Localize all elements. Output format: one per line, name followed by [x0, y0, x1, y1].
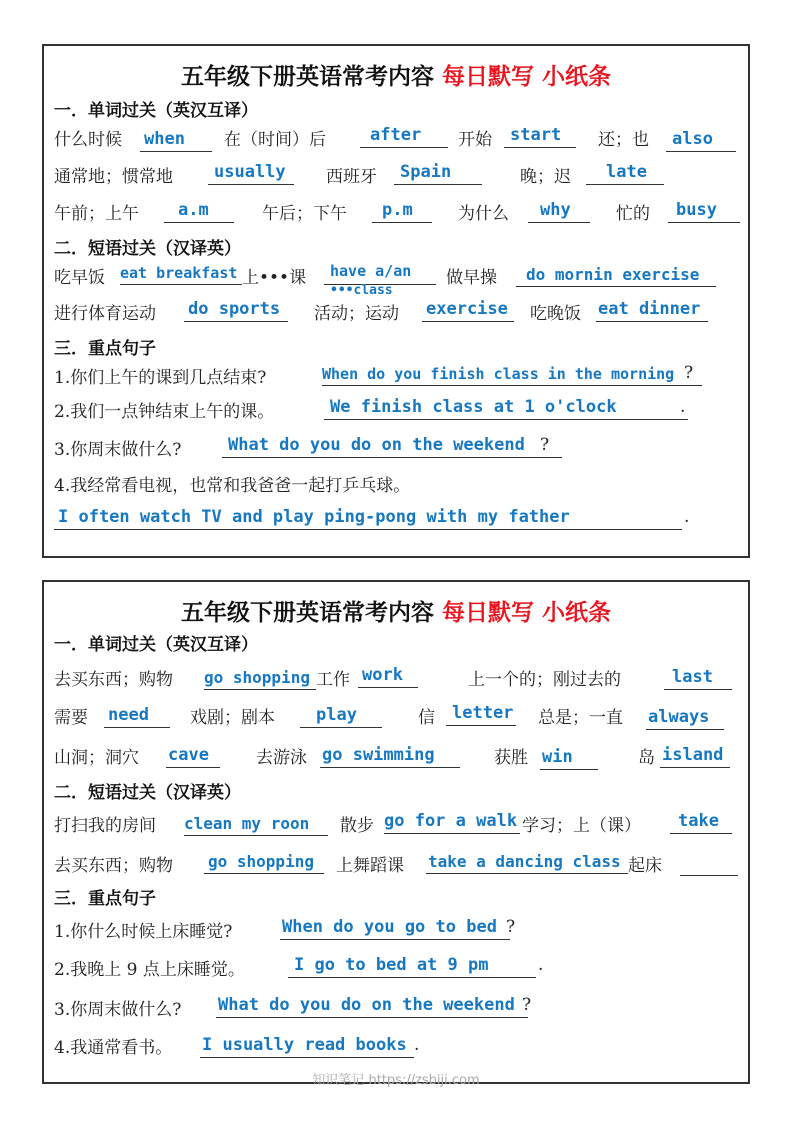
- answer-blank[interactable]: [504, 126, 576, 148]
- answer-blank[interactable]: [322, 364, 702, 386]
- sentence-cn: 3.你周末做什么?: [54, 1000, 182, 1020]
- answer-blank[interactable]: [280, 917, 516, 940]
- word-cn: 午前；上午: [54, 204, 139, 224]
- answer-blank[interactable]: [204, 852, 324, 874]
- answer-blank[interactable]: [166, 746, 220, 768]
- answer-text: when: [144, 129, 185, 149]
- phrase-cn: 吃晚饭: [530, 304, 581, 324]
- answer-text: do sports: [188, 299, 281, 319]
- phrase-cn: 进行体育运动: [54, 304, 156, 324]
- title-main: 五年级下册英语常考内容: [180, 600, 434, 626]
- phrase-cn: 上•••课: [242, 268, 307, 288]
- title-highlight: 每日默写 小纸条: [442, 64, 612, 90]
- answer-text: letter: [452, 703, 514, 723]
- title-main: 五年级下册英语常考内容: [180, 64, 434, 90]
- card-title: [44, 58, 748, 91]
- phrase-cn: 学习；上（课）: [522, 816, 641, 836]
- answer-blank[interactable]: [680, 854, 738, 876]
- word-cn: 还；也: [598, 130, 649, 150]
- sentence-cn: 3.你周末做什么?: [54, 440, 182, 460]
- answer-blank[interactable]: [184, 300, 288, 322]
- answer-blank[interactable]: [200, 1035, 420, 1058]
- section-heading-words: 一．单词过关（英汉互译）: [54, 635, 258, 655]
- answer-text: do mornin exercise: [526, 265, 700, 284]
- answer-text: why: [540, 200, 571, 220]
- word-cn: 总是；一直: [538, 708, 623, 728]
- answer-blank[interactable]: [184, 814, 328, 836]
- end-punct: .: [414, 1035, 420, 1055]
- word-cn: 获胜: [494, 748, 528, 768]
- answer-text: busy: [676, 200, 717, 220]
- word-cn: 忙的: [616, 204, 650, 224]
- word-cn: 山洞；洞穴: [54, 748, 139, 768]
- answer-text: always: [648, 707, 710, 727]
- answer-text: have a/an: [330, 262, 412, 280]
- phrase-cn: 散步: [340, 816, 374, 836]
- phrase-cn: 起床: [628, 856, 662, 876]
- word-cn: 在（时间）后: [224, 130, 326, 150]
- answer-text: When do you go to bed: [282, 917, 497, 937]
- answer-blank[interactable]: [446, 704, 516, 726]
- answer-text: go for a walk: [384, 811, 518, 831]
- answer-text: p.m: [382, 200, 413, 220]
- word-cn: 需要: [54, 708, 88, 728]
- answer-blank[interactable]: [646, 708, 724, 730]
- answer-blank[interactable]: [222, 436, 562, 458]
- answer-text: a.m: [178, 200, 209, 220]
- answer-text: work: [362, 665, 403, 685]
- end-punct: ?: [684, 363, 694, 383]
- answer-text: start: [510, 125, 562, 145]
- answer-blank[interactable]: [668, 201, 740, 223]
- phrase-cn: 做早操: [446, 268, 497, 288]
- phrase-cn: 打扫我的房间: [54, 816, 156, 836]
- word-cn: 上一个的；刚过去的: [468, 670, 621, 690]
- sentence-cn: 2.我们一点钟结束上午的课。: [54, 402, 275, 422]
- answer-text: take a dancing class: [428, 852, 621, 871]
- answer-blank[interactable]: [140, 130, 212, 152]
- answer-blank[interactable]: [372, 201, 432, 223]
- dictation-card-2: [42, 580, 750, 1084]
- dictation-card-1: [42, 44, 750, 558]
- answer-text: Spain: [400, 162, 452, 182]
- end-punct: ?: [506, 917, 516, 937]
- answer-text: When do you finish class in the morning: [322, 365, 675, 383]
- answer-blank[interactable]: [596, 300, 708, 322]
- answer-blank[interactable]: [104, 706, 170, 728]
- end-punct: ?: [540, 435, 550, 455]
- word-cn: 戏剧；剧本: [190, 708, 275, 728]
- answer-blank[interactable]: [164, 201, 234, 223]
- answer-blank[interactable]: [208, 163, 294, 185]
- answer-blank[interactable]: [422, 300, 514, 322]
- answer-text: usually: [214, 162, 286, 182]
- watermark-footer: 知识笔记 https://zsbiji.com: [312, 1073, 480, 1088]
- answer-text: go swimming: [322, 745, 435, 765]
- word-cn: 晚；迟: [520, 167, 571, 187]
- answer-blank[interactable]: [216, 995, 532, 1018]
- answer-blank[interactable]: [394, 163, 482, 185]
- answer-text: I often watch TV and play ping-pong with my father: [58, 507, 570, 527]
- word-cn: 岛: [638, 748, 655, 768]
- answer-text: We finish class at 1 o'clock: [330, 397, 617, 417]
- word-cn: 为什么: [458, 204, 509, 224]
- answer-blank[interactable]: [540, 748, 598, 770]
- answer-blank[interactable]: [528, 201, 590, 223]
- answer-blank[interactable]: [516, 265, 716, 287]
- end-punct: ?: [522, 995, 532, 1015]
- answer-text: also: [672, 129, 713, 149]
- answer-text: need: [108, 705, 149, 725]
- answer-text: last: [672, 667, 713, 687]
- phrase-cn: 活动；运动: [314, 304, 399, 324]
- answer-blank[interactable]: [324, 398, 688, 420]
- word-cn: 通常地；惯常地: [54, 167, 173, 187]
- word-cn: 什么时候: [54, 130, 122, 150]
- section-heading-words: 一．单词过关（英汉互译）: [54, 101, 258, 121]
- section-heading-sentences: 三．重点句子: [54, 889, 156, 909]
- answer-blank[interactable]: [586, 163, 664, 185]
- answer-blank[interactable]: [360, 126, 448, 148]
- answer-text: I go to bed at 9 pm: [294, 955, 489, 975]
- answer-blank[interactable]: [120, 263, 242, 285]
- answer-blank[interactable]: [666, 130, 736, 152]
- answer-blank[interactable]: [320, 746, 460, 768]
- answer-blank[interactable]: [660, 746, 730, 768]
- answer-blank[interactable]: [288, 955, 544, 978]
- phrase-cn: 上舞蹈课: [336, 856, 404, 876]
- section-heading-phrases: 二．短语过关（汉译英）: [54, 239, 241, 259]
- answer-blank[interactable]: [670, 812, 732, 834]
- answer-blank[interactable]: [384, 812, 520, 834]
- answer-blank[interactable]: [204, 668, 316, 690]
- answer-blank[interactable]: [664, 668, 732, 690]
- answer-text: go shopping: [208, 852, 314, 871]
- sentence-cn: 4.我经常看电视，也常和我爸爸一起打乒乓球。: [54, 476, 411, 496]
- answer-text: eat breakfast: [120, 264, 238, 282]
- answer-text: I usually read books: [202, 1035, 407, 1055]
- answer-text: take: [678, 811, 719, 831]
- answer-text: go shopping: [204, 668, 310, 687]
- phrase-cn: 去买东西；购物: [54, 856, 173, 876]
- answer-text: after: [370, 125, 422, 145]
- answer-text: win: [542, 747, 573, 767]
- word-cn: 午后；下午: [262, 204, 347, 224]
- answer-text: clean my roon: [184, 814, 310, 833]
- answer-text: play: [316, 705, 357, 725]
- end-punct: .: [684, 507, 690, 527]
- answer-blank[interactable]: [324, 263, 436, 285]
- answer-blank[interactable]: [300, 706, 382, 728]
- answer-text: island: [662, 745, 724, 765]
- answer-text: cave: [168, 745, 209, 765]
- word-cn: 信: [418, 708, 435, 728]
- sentence-cn: 1.你们上午的课到几点结束?: [54, 368, 267, 388]
- end-punct: .: [680, 397, 686, 417]
- answer-text: What do you do on the weekend: [228, 435, 525, 455]
- section-heading-phrases: 二．短语过关（汉译英）: [54, 783, 241, 803]
- section-heading-sentences: 三．重点句子: [54, 339, 156, 359]
- word-cn: 工作: [316, 670, 350, 690]
- answer-text: eat dinner: [598, 299, 701, 319]
- sentence-cn: 1.你什么时候上床睡觉?: [54, 922, 233, 942]
- answer-text: late: [606, 162, 647, 182]
- title-highlight: 每日默写 小纸条: [442, 600, 612, 626]
- word-cn: 开始: [458, 130, 492, 150]
- word-cn: 去游泳: [256, 748, 307, 768]
- card-title: [44, 594, 748, 627]
- answer-blank[interactable]: [54, 507, 690, 530]
- answer-text-line2: •••class: [330, 283, 393, 298]
- answer-text: exercise: [426, 299, 508, 319]
- sentence-cn: 2.我晚上 9 点上床睡觉。: [54, 960, 245, 980]
- answer-text: What do you do on the weekend: [218, 995, 515, 1015]
- word-cn: 去买东西；购物: [54, 670, 173, 690]
- end-punct: .: [538, 955, 544, 975]
- answer-blank[interactable]: [426, 852, 628, 874]
- sentence-cn: 4.我通常看书。: [54, 1038, 173, 1058]
- answer-blank[interactable]: [358, 666, 418, 688]
- phrase-cn: 吃早饭: [54, 268, 105, 288]
- word-cn: 西班牙: [326, 167, 377, 187]
